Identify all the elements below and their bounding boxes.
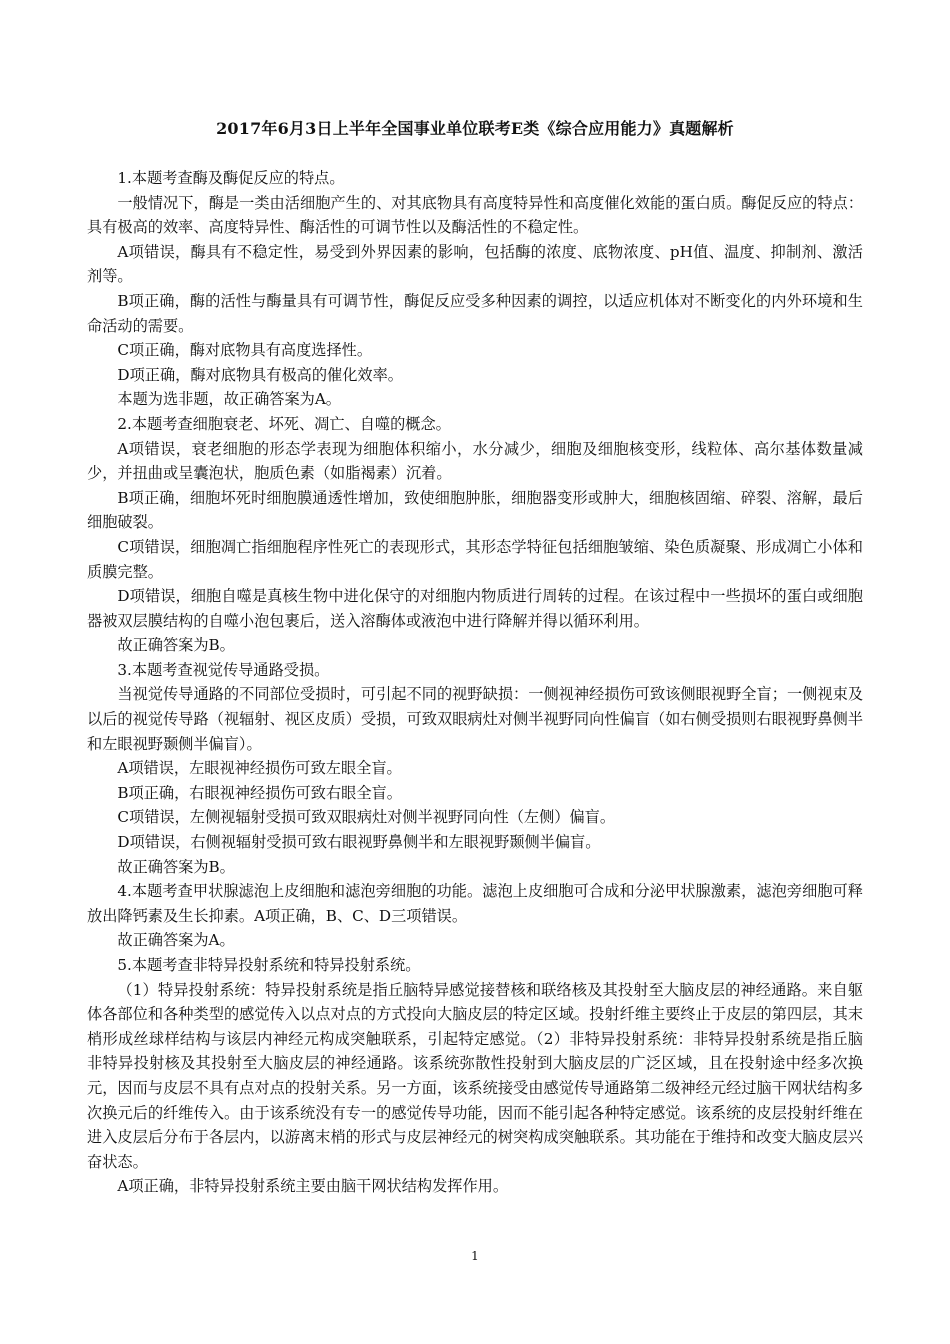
paragraph: D项错误，右侧视辐射受损可致右眼视野鼻侧半和左眼视野颞侧半偏盲。 bbox=[117, 833, 601, 852]
paragraph: 5.本题考查非特异投射系统和特异投射系统。 bbox=[117, 956, 421, 974]
paragraph: A项错误，衰老细胞的形态学表现为细胞体积缩小，水分减少，细胞及细胞核变形，线粒体、高尔基体数量减少，并扭曲或呈囊泡状，胞质色素（如脂褐素）沉着。 bbox=[87, 439, 863, 483]
paragraph: A项错误，左眼视神经损伤可致左眼全盲。 bbox=[117, 759, 402, 778]
page-number: 1 bbox=[471, 1249, 479, 1263]
paragraph: 故正确答案为B。 bbox=[117, 636, 235, 655]
paragraph: 1.本题考查酶及酶促反应的特点。 bbox=[117, 169, 345, 187]
paragraph: 3.本题考查视觉传导通路受损。 bbox=[117, 660, 330, 679]
paragraph: 2.本题考查细胞衰老、坏死、凋亡、自噬的概念。 bbox=[117, 414, 451, 433]
paragraph: 4.本题考查甲状腺滤泡上皮细胞和滤泡旁细胞的功能。滤泡上皮细胞可合成和分泌甲状腺激素，滤泡旁细胞可释放出降钙素及生长抑素。A项正确，B、C、D三项错误。 bbox=[87, 882, 863, 925]
document-title: 2017年6月3日上半年全国事业单位联考E类《综合应用能力》真题解析 bbox=[216, 119, 734, 138]
paragraph: 故正确答案为B。 bbox=[117, 857, 235, 876]
paragraph: 一般情况下，酶是一类由活细胞产生的、对其底物具有高度特异性和高度催化效能的蛋白质。酶促反应的特点：具有极高的效率、高度特异性、酶活性的可调节性以及酶活性的不稳定性。 bbox=[87, 193, 863, 237]
paragraph: C项错误，左侧视辐射受损可致双眼病灶对侧半视野同向性（左侧）偏盲。 bbox=[117, 808, 616, 827]
paragraph: （1）特异投射系统：特异投射系统是指丘脑特异感觉接替核和联络核及其投射至大脑皮层的神经通路。来自躯体各部位和各种类型的感觉传入以点对点的方式投向大脑皮层的特定区域。投射纤维主要终止于皮层的第四层，其末梢形成丝球样结构与该层内神经元构成突触联系，引起特定感觉。（2）非特异投射系统：非特异投射系统是指丘脑非特异投射核及其投射至大脑皮层的神经通路。该系统弥散性投射到大脑皮层的广泛区域，且在投射途中经多次换元，因而与皮层不具有点对点的投射关系。另一方面，该系统接受由感觉传导通路第二级神经元经过脑干网状结构多次换元后的纤维传入。由于该系统没有专一的感觉传导功能，因而不能引起各种特定感觉。该系统的皮层投射纤维在进入皮层后分布于各层内，以游离末梢的形式与皮层神经元的树突构成突触联系。其功能在于维持和改变大脑皮层兴奋状态。 bbox=[87, 980, 863, 1171]
paragraph: C项正确，酶对底物具有高度选择性。 bbox=[117, 341, 373, 360]
paragraph: 当视觉传导通路的不同部位受损时，可引起不同的视野缺损：一侧视神经损伤可致该侧眼视野全盲；一侧视束及以后的视觉传导路（视辐射、视区皮质）受损，可致双眼病灶对侧半视野同向性偏盲（如右侧受损则右眼视野鼻侧半和左眼视野颞侧半偏盲）。 bbox=[87, 685, 863, 753]
paragraph: C项错误，细胞凋亡指细胞程序性死亡的表现形式，其形态学特征包括细胞皱缩、染色质凝聚、形成凋亡小体和质膜完整。 bbox=[87, 537, 863, 581]
paragraph: D项正确，酶对底物具有极高的催化效率。 bbox=[117, 365, 403, 384]
paragraph: A项正确，非特异投射系统主要由脑干网状结构发挥作用。 bbox=[117, 1177, 509, 1196]
document-body bbox=[87, 166, 863, 1199]
paragraph: A项错误，酶具有不稳定性，易受到外界因素的影响，包括酶的浓度、底物浓度、pH值、温度、抑制剂、激活剂等。 bbox=[87, 242, 863, 286]
paragraph: D项错误，细胞自噬是真核生物中进化保守的对细胞内物质进行周转的过程。在该过程中一些损坏的蛋白或细胞器被双层膜结构的自噬小泡包裹后，送入溶酶体或液泡中进行降解并得以循环利用。 bbox=[87, 587, 863, 630]
paragraph: B项正确，细胞坏死时细胞膜通透性增加，致使细胞肿胀，细胞器变形或肿大，细胞核固缩、碎裂、溶解，最后细胞破裂。 bbox=[87, 488, 863, 532]
paragraph: B项正确，酶的活性与酶量具有可调节性，酶促反应受多种因素的调控，以适应机体对不断变化的内外环境和生命活动的需要。 bbox=[87, 291, 863, 335]
paragraph: 故正确答案为A。 bbox=[117, 931, 235, 950]
paragraph: B项正确，右眼视神经损伤可致右眼全盲。 bbox=[117, 783, 402, 802]
paragraph: 本题为选非题，故正确答案为A。 bbox=[117, 390, 341, 409]
